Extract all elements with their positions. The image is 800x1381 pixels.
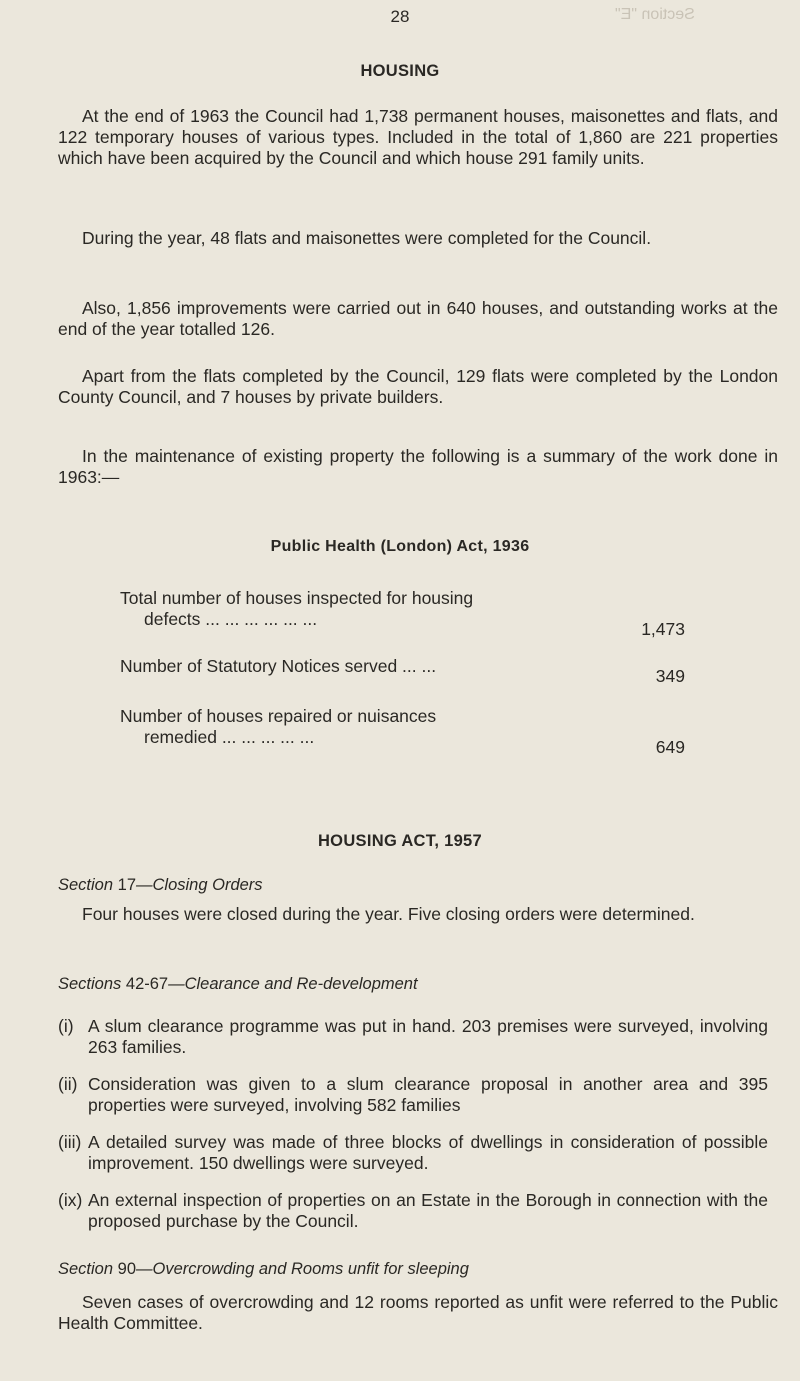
section-title: —Overcrowding and Rooms unfit for sleeping xyxy=(136,1260,469,1278)
row-label: Number of houses repaired or nuisances xyxy=(120,706,437,726)
section-prefix: Section xyxy=(58,876,114,894)
inspection-table-row-3 xyxy=(120,706,685,757)
section-title: —Closing Orders xyxy=(136,876,263,894)
list-text: A slum clearance programme was put in hand. 203 premises were surveyed, involving 263 families. xyxy=(88,1016,768,1057)
section-prefix: Sections xyxy=(58,975,122,993)
table-row xyxy=(120,588,685,639)
section-number: 17 xyxy=(117,876,136,894)
paragraph-text: Seven cases of overcrowding and 12 rooms reported as unfit were referred to the Public Health Committee. xyxy=(58,1292,778,1333)
list-marker: (i) xyxy=(58,1016,74,1036)
paragraph-text: Apart from the flats completed by the Council, 129 flats were completed by the London County Council, and 7 houses by private builders. xyxy=(58,366,778,407)
row-value: 649 xyxy=(655,737,685,757)
paragraph-1 xyxy=(58,106,778,169)
inspection-table-row-2 xyxy=(120,656,685,686)
page-title: HOUSING xyxy=(360,62,440,80)
list-item xyxy=(58,1190,768,1232)
row-label: Number of Statutory Notices served ... ... xyxy=(120,656,437,676)
list-text: An external inspection of properties on an Estate in the Borough in connection with the proposed purchase by the Council. xyxy=(88,1190,768,1231)
bleed-through-text: Section "E" xyxy=(615,6,695,23)
paragraph-text: Four houses were closed during the year. Five closing orders were determined. xyxy=(82,904,695,924)
paragraph-text: In the maintenance of existing property the following is a summary of the work done in 1963:— xyxy=(58,446,778,487)
table-row xyxy=(120,656,685,686)
section-17-heading xyxy=(58,876,263,895)
section-17-text xyxy=(58,904,778,925)
section-42-67-heading xyxy=(58,975,418,994)
list-marker: (iii) xyxy=(58,1132,82,1152)
list-item xyxy=(58,1074,768,1116)
list-item xyxy=(58,1132,768,1174)
row-label-cont: remedied ... ... ... ... ... xyxy=(144,727,315,747)
list-text: A detailed survey was made of three blocks of dwellings in consideration of possible improvement. 150 dwellings were surveyed. xyxy=(88,1132,768,1173)
row-value: 349 xyxy=(655,666,685,686)
paragraph-4 xyxy=(58,366,778,408)
section-prefix: Section xyxy=(58,1260,114,1278)
public-health-heading: Public Health (London) Act, 1936 xyxy=(270,538,530,555)
row-value: 1,473 xyxy=(641,619,685,639)
paragraph-5 xyxy=(58,446,778,488)
row-label: Total number of houses inspected for housing xyxy=(120,588,474,608)
paragraph-text: At the end of 1963 the Council had 1,738 permanent houses, maisonettes and flats, and 122 temporary houses of various types. Included in the total of 1,860 are 221 properties which have been acquired by the Council and which house 291 family units. xyxy=(58,106,778,168)
section-90-text xyxy=(58,1292,778,1334)
paragraph-3 xyxy=(58,298,778,340)
section-90-heading xyxy=(58,1260,469,1279)
row-label-cont: defects ... ... ... ... ... ... xyxy=(144,609,318,629)
housing-act-heading: HOUSING ACT, 1957 xyxy=(317,832,483,850)
section-title: —Clearance and Re-development xyxy=(168,975,418,993)
list-marker: (ii) xyxy=(58,1074,78,1094)
paragraph-2 xyxy=(58,228,778,249)
paragraph-text: Also, 1,856 improvements were carried out in 640 houses, and outstanding works at the end of the year totalled 126. xyxy=(58,298,778,339)
table-row xyxy=(120,706,685,757)
inspection-table xyxy=(120,588,685,639)
list-text: Consideration was given to a slum clearance proposal in another area and 395 properties were surveyed, involving 582 families xyxy=(88,1074,768,1115)
paragraph-text: During the year, 48 flats and maisonettes were completed for the Council. xyxy=(82,228,652,248)
page-number: 28 xyxy=(390,7,410,26)
list-item xyxy=(58,1016,768,1058)
section-number: 42-67 xyxy=(125,975,169,993)
list-marker: (ix) xyxy=(58,1190,83,1210)
section-number: 90 xyxy=(117,1260,136,1278)
